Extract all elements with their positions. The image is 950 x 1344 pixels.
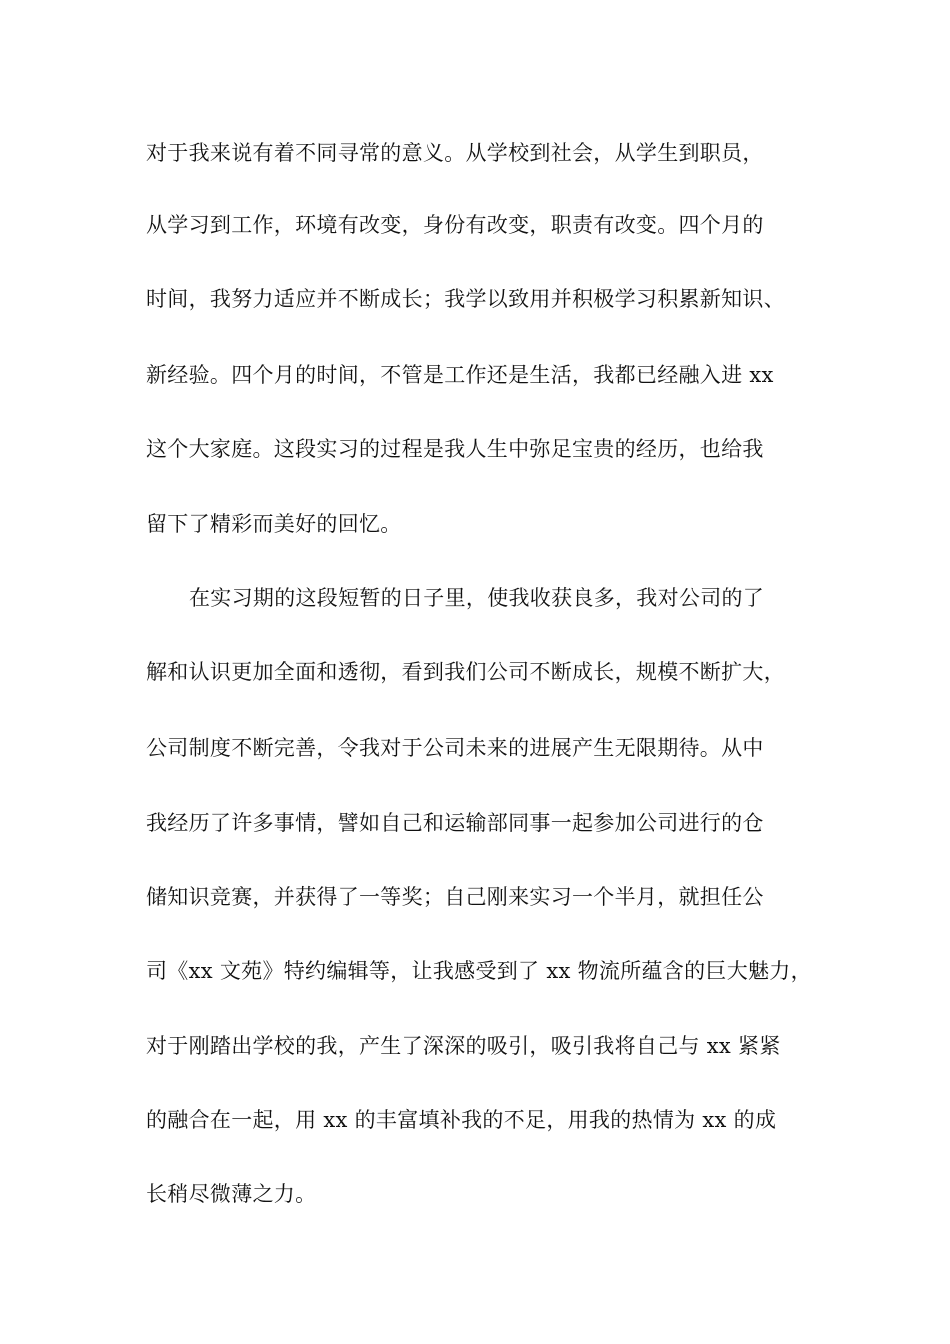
paragraph-line: 留下了精彩而美好的回忆。: [146, 512, 402, 536]
paragraph-line: 公司制度不断完善，令我对于公司未来的进展产生无限期待。从中: [146, 736, 764, 760]
paragraph-line: 的融合在一起，用 xx 的丰富填补我的不足，用我的热情为 xx 的成: [146, 1108, 777, 1132]
paragraph-line: 对于我来说有着不同寻常的意义。从学校到社会，从学生到职员，: [146, 141, 764, 165]
paragraph-line: 新经验。四个月的时间，不管是工作还是生活，我都已经融入进 xx: [146, 363, 774, 387]
paragraph-line: 长稍尽微薄之力。: [146, 1182, 317, 1206]
paragraph-line: 在实习期的这段短暂的日子里，使我收获良多，我对公司的了: [189, 586, 765, 610]
paragraph-line: 从学习到工作，环境有改变，身份有改变，职责有改变。四个月的: [146, 213, 764, 237]
paragraph-line: 这个大家庭。这段实习的过程是我人生中弥足宝贵的经历，也给我: [146, 437, 764, 461]
paragraph-line: 解和认识更加全面和透彻，看到我们公司不断成长，规模不断扩大，: [146, 660, 785, 684]
paragraph-line: 时间，我努力适应并不断成长；我学以致用并积极学习积累新知识、: [146, 287, 785, 311]
paragraph-line: 司《xx 文苑》特约编辑等，让我感受到了 xx 物流所蕴含的巨大魅力，: [146, 959, 812, 983]
paragraph-line: 对于刚踏出学校的我，产生了深深的吸引，吸引我将自己与 xx 紧紧: [146, 1034, 781, 1058]
paragraph-line: 我经历了许多事情，譬如自己和运输部同事一起参加公司进行的仓: [146, 811, 764, 835]
paragraph-line: 储知识竞赛，并获得了一等奖；自己刚来实习一个半月，就担任公: [146, 885, 764, 909]
